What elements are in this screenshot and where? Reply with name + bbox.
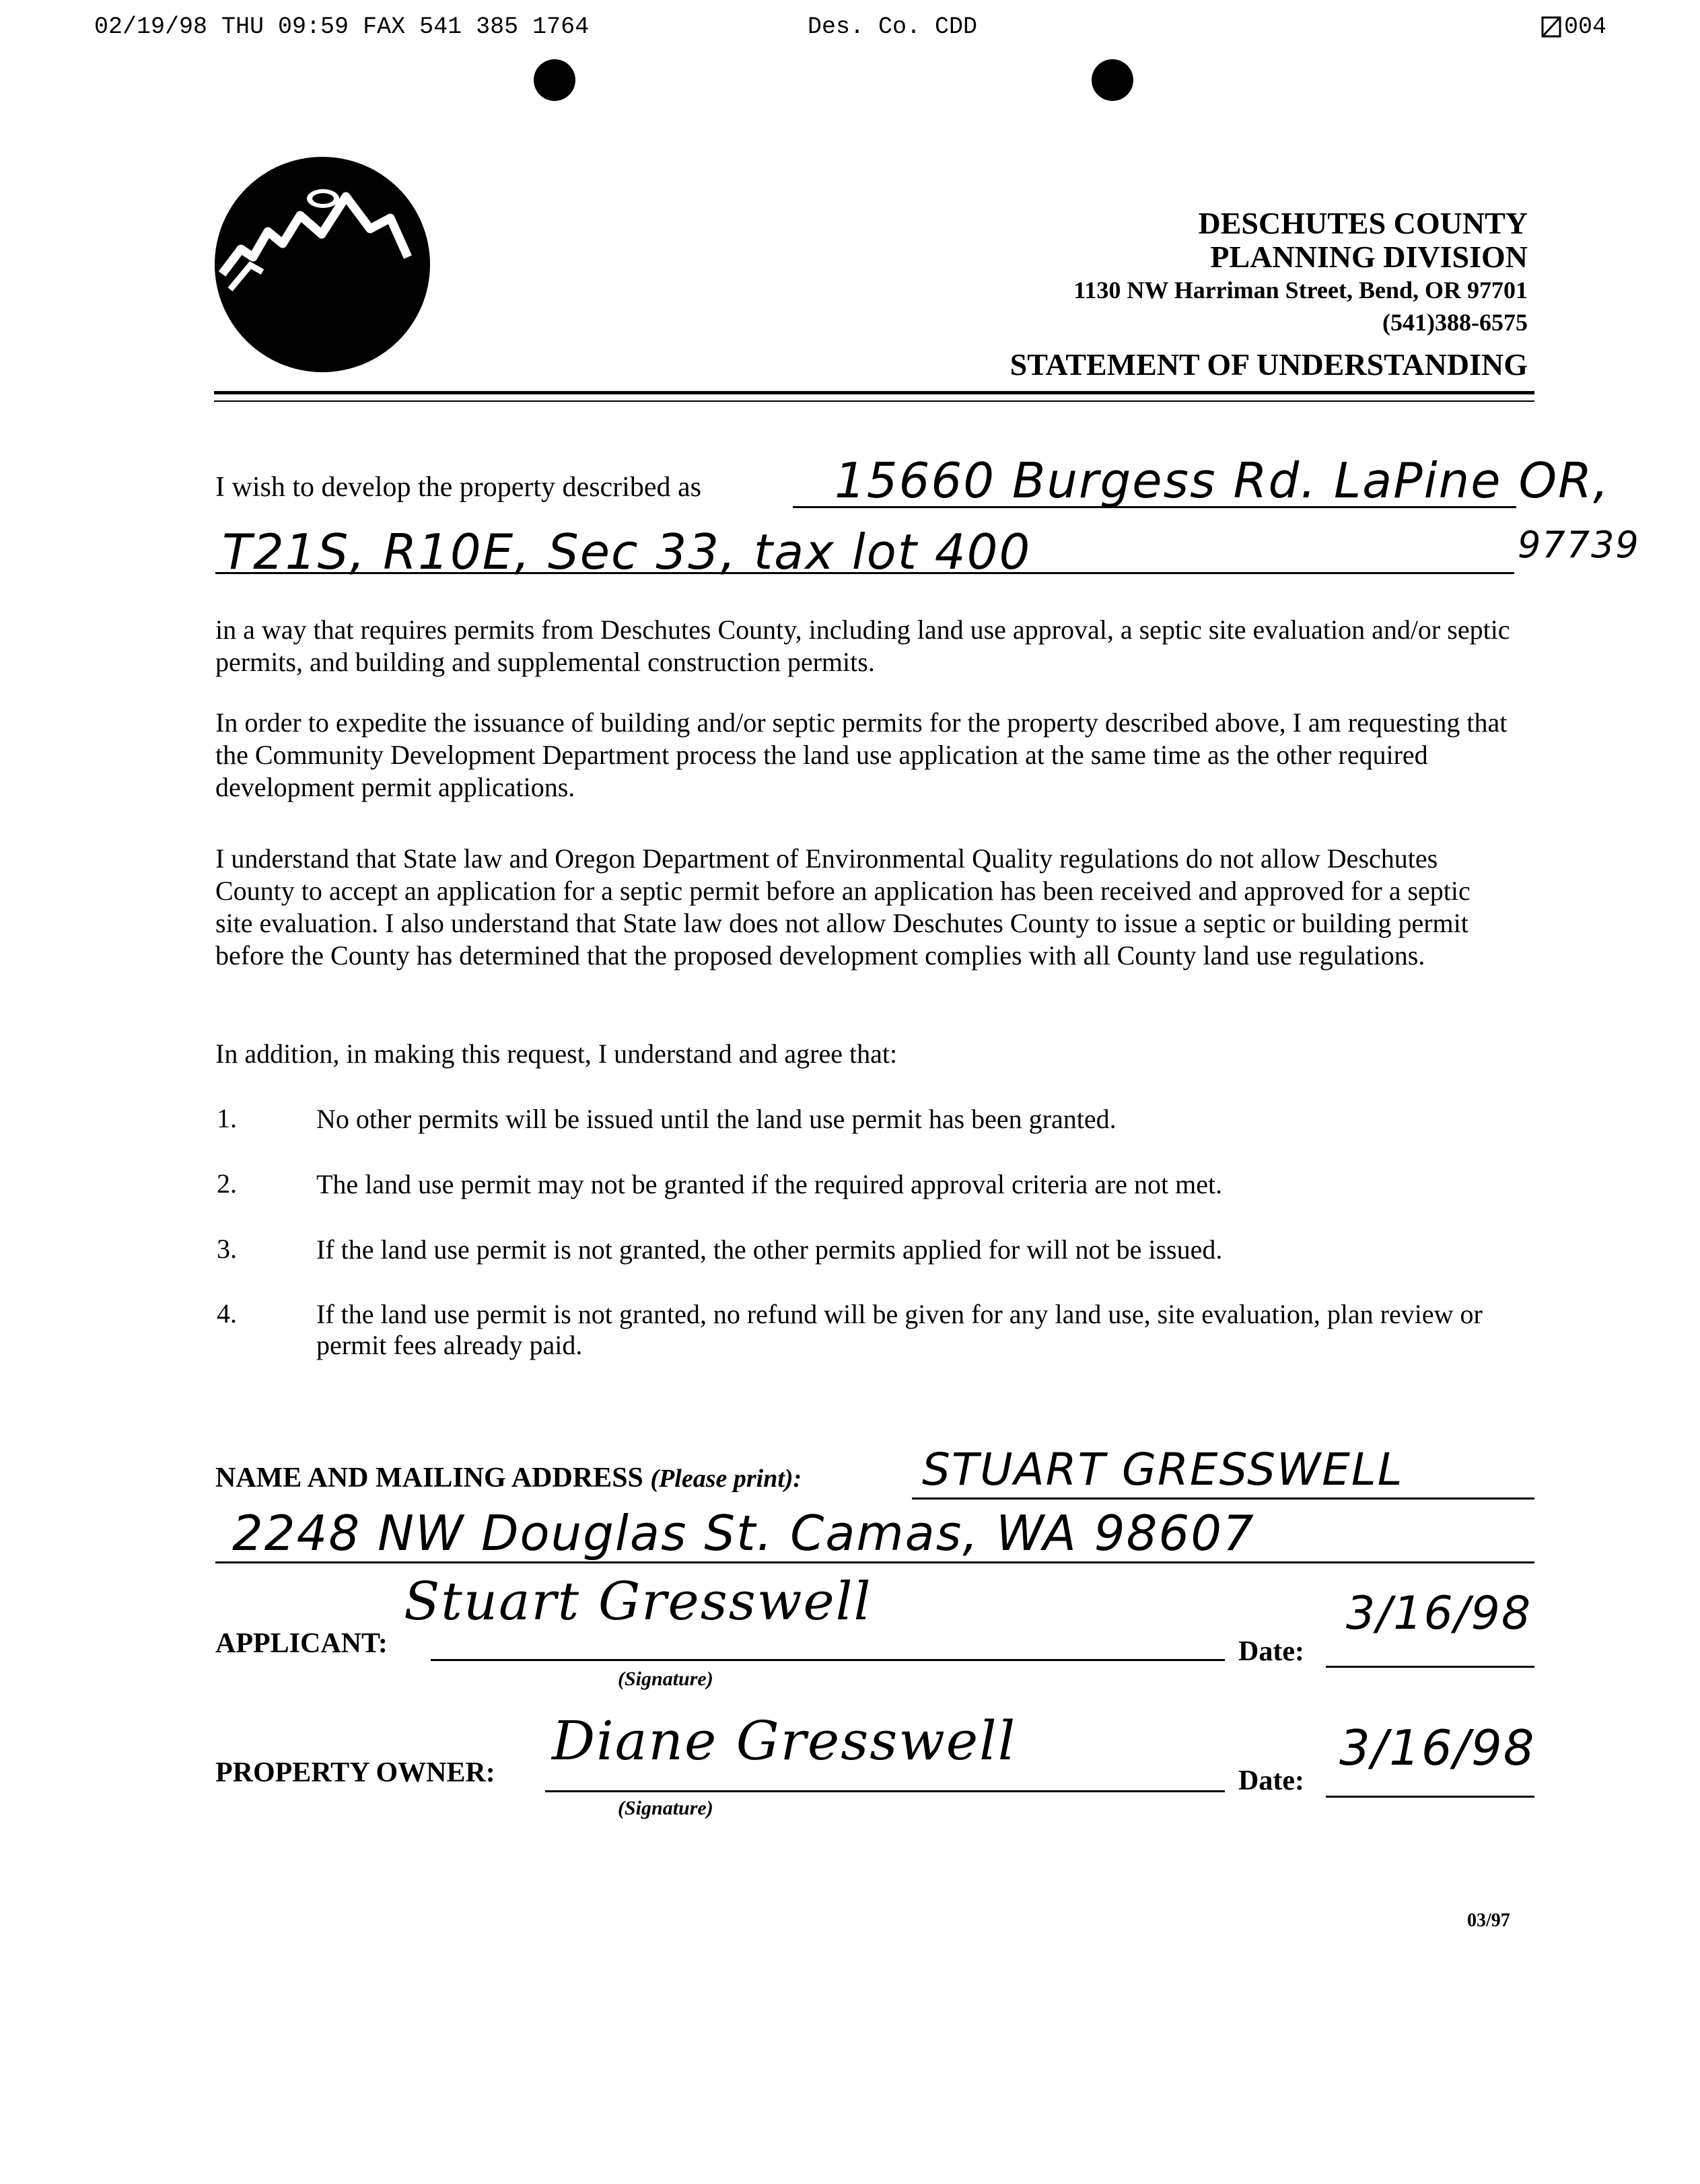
owner-date-handwritten: 3/16/98: [1339, 1720, 1536, 1776]
name-underline: [912, 1498, 1534, 1500]
property-zip-handwritten: 97739: [1518, 524, 1640, 566]
property-address-handwritten: 15660 Burgess Rd. LaPine OR,: [835, 452, 1610, 509]
condition-text: If the land use permit is not granted, the other permits applied for will not be issued.: [316, 1234, 1223, 1265]
applicant-signature: Stuart Gresswell: [404, 1572, 872, 1632]
property-legal-handwritten: T21S, R10E, Sec 33, tax lot 400: [222, 524, 1032, 580]
org-phone: (541)388-6575: [1382, 309, 1528, 336]
fax-header-center: Des. Co. CDD: [808, 13, 978, 40]
name-address-label-text: NAME AND MAILING ADDRESS: [215, 1463, 643, 1493]
fax-page-icon: [1541, 16, 1561, 38]
document-title: STATEMENT OF UNDERSTANDING: [1010, 347, 1528, 382]
paragraph-expedite: [215, 707, 1514, 804]
condition-number: 4.: [217, 1298, 237, 1329]
fax-header-left: 02/19/98 THU 09:59 FAX 541 385 1764: [94, 13, 590, 40]
condition-number: 3.: [217, 1234, 237, 1264]
paragraph-agreement: [215, 1038, 1514, 1070]
applicant-date-handwritten: 3/16/98: [1346, 1587, 1532, 1640]
property-owner-label: PROPERTY OWNER:: [215, 1757, 495, 1788]
owner-date-label: Date:: [1238, 1765, 1304, 1796]
applicant-name-handwritten: STUART GRESSWELL: [922, 1444, 1404, 1495]
condition-text: No other permits will be issued until the land use permit has been granted.: [316, 1104, 1117, 1134]
mailing-address-handwritten: 2248 NW Douglas St. Camas, WA 98607: [232, 1505, 1255, 1561]
address-underline: [215, 1561, 1534, 1563]
paragraph-expedite-text: In order to expedite the issuance of building and/or septic permits for the property described above, I am requesting that the Community Development Department process the land use application at the same time as the other required development permit applications.: [215, 707, 1508, 802]
applicant-date-line: [1326, 1666, 1534, 1668]
property-lead-text: I wish to develop the property described as: [215, 472, 701, 503]
name-address-label: [215, 1462, 802, 1494]
org-address: 1130 NW Harriman Street, Bend, OR 97701: [1073, 277, 1528, 304]
owner-signature-caption: (Signature): [618, 1797, 713, 1819]
mountain-logo-icon: [214, 156, 431, 373]
paragraph-agreement-text: In addition, in making this request, I understand and agree that:: [215, 1038, 898, 1069]
form-number: 03/97: [1467, 1910, 1510, 1931]
header-rule-thin: [214, 400, 1534, 402]
property-line1-underline: [793, 506, 1516, 508]
condition-text: If the land use permit is not granted, no refund will be given for any land use, site evaluation, plan review or permit fees already paid.: [316, 1299, 1483, 1360]
paragraph-permits: [215, 614, 1514, 678]
paragraph-state-law-text: I understand that State law and Oregon Department of Environmental Quality regulations do not allow Deschutes County to accept an application for a septic permit before an application has been received and approved for a septic site evaluation. I also understand that State law does not allow Deschutes County to issue a septic or building permit before the County has determined that the proposed development complies with all County land use regulations.: [215, 843, 1471, 971]
applicant-signature-line: [431, 1659, 1225, 1661]
punch-hole-right: [1092, 59, 1133, 101]
applicant-label: APPLICANT:: [215, 1628, 388, 1659]
paragraph-state-law: [215, 843, 1514, 972]
org-name-line2: PLANNING DIVISION: [1210, 240, 1528, 274]
name-address-hint: (Please print):: [650, 1465, 802, 1493]
condition-number: 1.: [217, 1103, 237, 1133]
fax-page-value: 004: [1564, 13, 1607, 40]
header-rule-thick: [214, 391, 1534, 394]
fax-page-number: [1541, 13, 1606, 40]
property-line2-underline: [215, 572, 1514, 574]
owner-signature-line: [545, 1790, 1225, 1792]
paragraph-permits-text: in a way that requires permits from Deschutes County, including land use approval, a septic site evaluation and/or septic permits, and building and supplemental construction permits.: [215, 614, 1510, 677]
owner-signature: Diane Gresswell: [552, 1710, 1017, 1772]
condition-number: 2.: [217, 1168, 237, 1199]
applicant-signature-caption: (Signature): [618, 1668, 713, 1690]
condition-text: The land use permit may not be granted if the required approval criteria are not met.: [316, 1169, 1223, 1199]
org-name-line1: DESCHUTES COUNTY: [1198, 206, 1528, 240]
owner-date-line: [1326, 1796, 1534, 1798]
applicant-date-label: Date:: [1238, 1636, 1304, 1667]
punch-hole-left: [534, 59, 575, 101]
